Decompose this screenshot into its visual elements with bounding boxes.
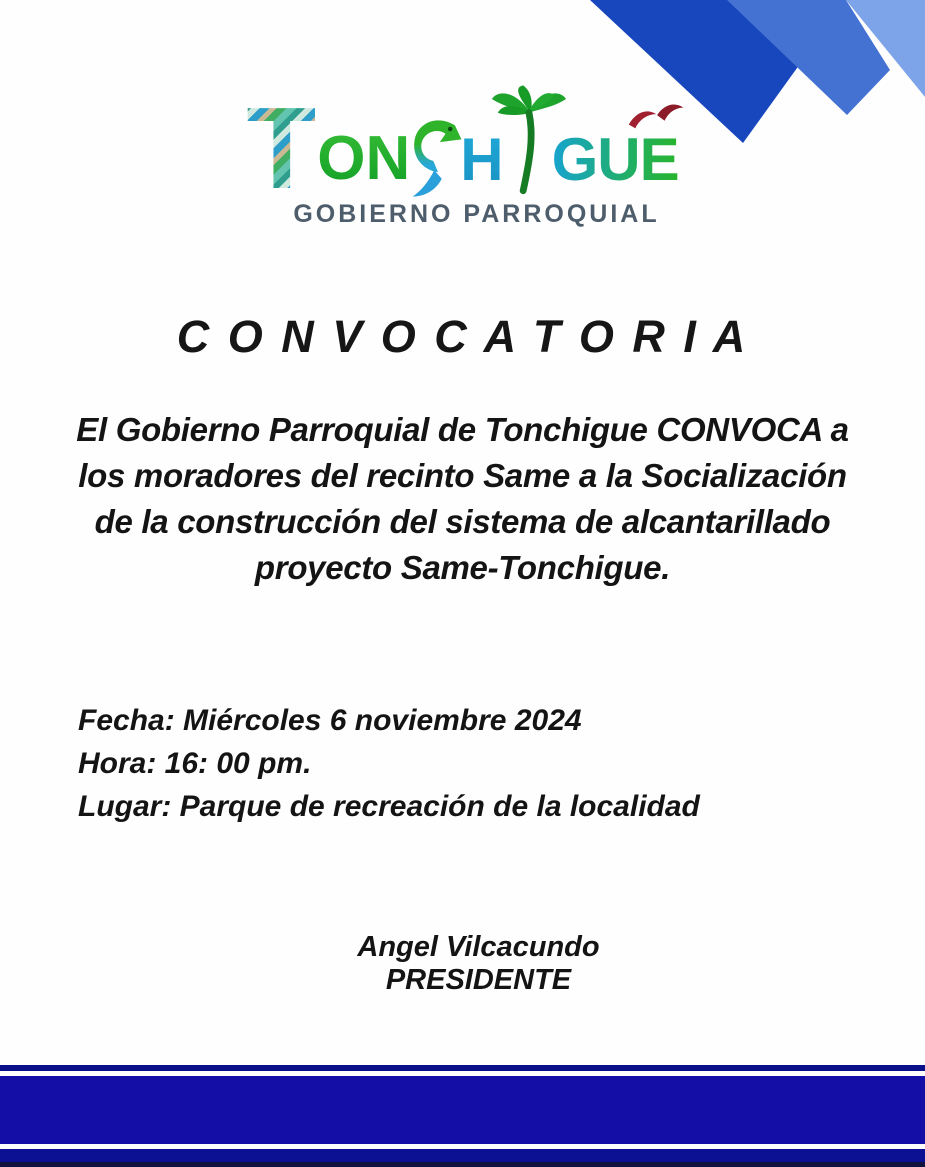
footer-thin-bar	[0, 1065, 925, 1071]
logo-letter-h: H	[460, 126, 504, 193]
logo-letters-on: ON	[317, 124, 411, 193]
logo-letter-t: T	[246, 83, 316, 214]
event-time: Hora: 16: 00 pm.	[78, 747, 312, 780]
logo-letters-gue: GUE	[551, 126, 679, 193]
page-title: C O N V O C A T O R I A	[176, 311, 749, 362]
announcement-line: de la construcción del sistema de alcantarillado	[94, 503, 831, 540]
logo-tagline: GOBIERNO PARROQUIAL	[293, 200, 660, 229]
logo-wordmark	[246, 83, 679, 214]
birds-icon	[625, 98, 691, 136]
fish-icon	[408, 110, 468, 208]
footer-bars	[0, 1065, 925, 1167]
event-details	[78, 699, 700, 828]
event-date: Fecha: Miércoles 6 noviembre 2024	[78, 704, 582, 737]
announcement-line: los moradores del recinto Same a la Socialización	[78, 457, 847, 494]
signature-role: PRESIDENTE	[385, 964, 572, 996]
footer-edge-bar	[0, 1162, 925, 1167]
footer-bottom-bar	[0, 1149, 925, 1162]
announcement-line: proyecto Same-Tonchigue.	[254, 549, 671, 586]
footer-thick-bar	[0, 1076, 925, 1144]
signature-block	[357, 931, 599, 997]
announcement-line: El Gobierno Parroquial de Tonchigue CONVOCA a	[76, 411, 849, 448]
signature-name: Angel Vilcacundo	[357, 931, 600, 963]
event-place: Lugar: Parque de recreación de la localidad	[78, 790, 700, 823]
announcement-paragraph	[0, 407, 925, 591]
logo	[0, 84, 925, 229]
